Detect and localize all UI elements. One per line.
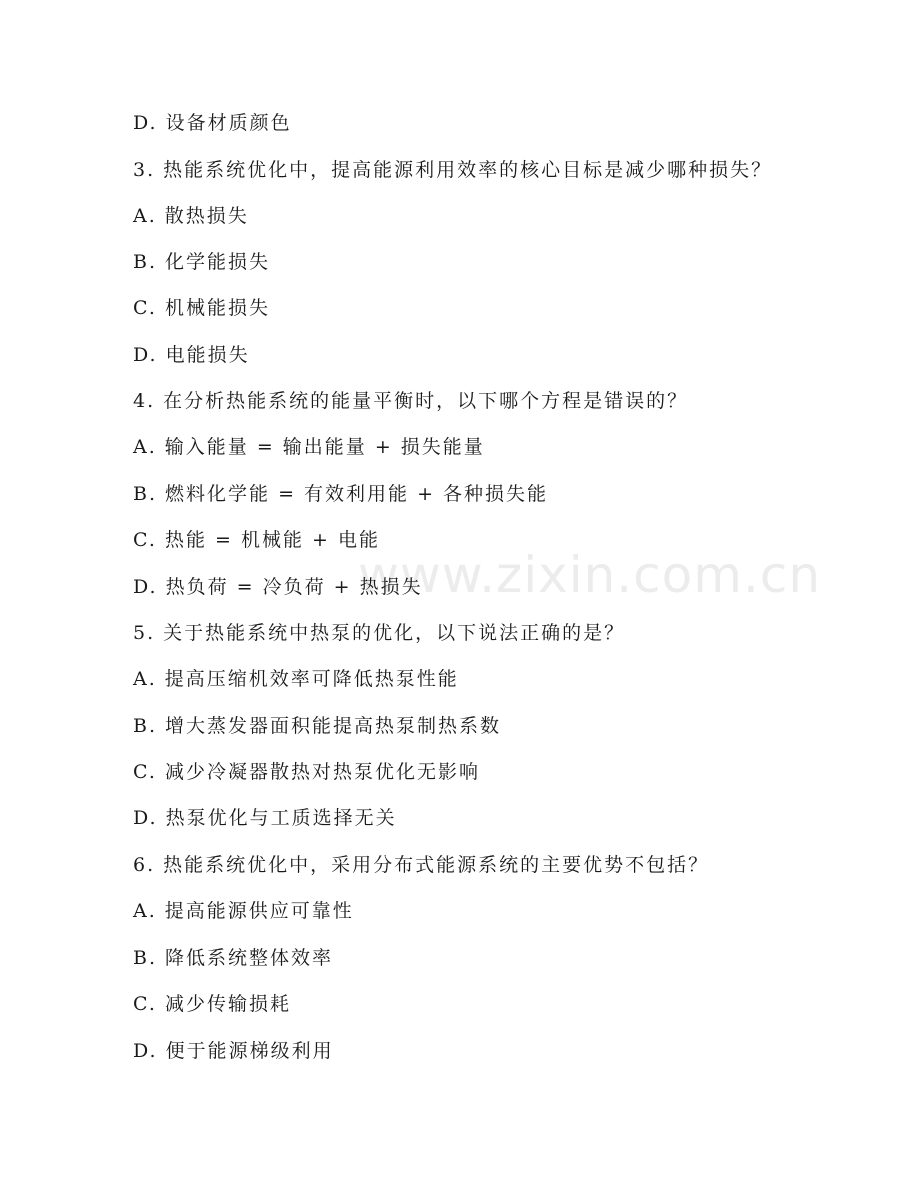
option-d-q6: D. 便于能源梯级利用 bbox=[133, 1040, 334, 1062]
option-c-q4: C. 热能 = 机械能 + 电能 bbox=[133, 529, 380, 551]
question-5: 5. 关于热能系统中热泵的优化，以下说法正确的是？ bbox=[133, 622, 626, 644]
option-d-q5: D. 热泵优化与工质选择无关 bbox=[133, 807, 397, 829]
option-b-q5: B. 增大蒸发器面积能提高热泵制热系数 bbox=[133, 715, 502, 737]
option-a-q4: A. 输入能量 = 输出能量 + 损失能量 bbox=[133, 436, 485, 458]
question-4: 4. 在分析热能系统的能量平衡时，以下哪个方程是错误的？ bbox=[133, 390, 689, 412]
option-b-q6: B. 降低系统整体效率 bbox=[133, 947, 334, 969]
option-a-q6: A. 提高能源供应可靠性 bbox=[133, 900, 354, 922]
question-3: 3. 热能系统优化中，提高能源利用效率的核心目标是减少哪种损失？ bbox=[133, 159, 773, 181]
option-b-q4: B. 燃料化学能 = 有效利用能 + 各种损失能 bbox=[133, 483, 549, 505]
option-a-q5: A. 提高压缩机效率可降低热泵性能 bbox=[133, 668, 459, 690]
option-d-q4: D. 热负荷 = 冷负荷 + 热损失 bbox=[133, 576, 423, 598]
option-b-q3: B. 化学能损失 bbox=[133, 251, 271, 273]
option-d-q2: D. 设备材质颜色 bbox=[133, 112, 292, 134]
option-a-q3: A. 散热损失 bbox=[133, 205, 249, 227]
option-d-q3: D. 电能损失 bbox=[133, 344, 250, 366]
watermark: www.zixin.com.cn bbox=[358, 546, 822, 604]
option-c-q5: C. 减少冷凝器散热对热泵优化无影响 bbox=[133, 761, 480, 783]
question-6: 6. 热能系统优化中，采用分布式能源系统的主要优势不包括？ bbox=[133, 854, 710, 876]
option-c-q6: C. 减少传输损耗 bbox=[133, 993, 291, 1015]
option-c-q3: C. 机械能损失 bbox=[133, 297, 270, 319]
